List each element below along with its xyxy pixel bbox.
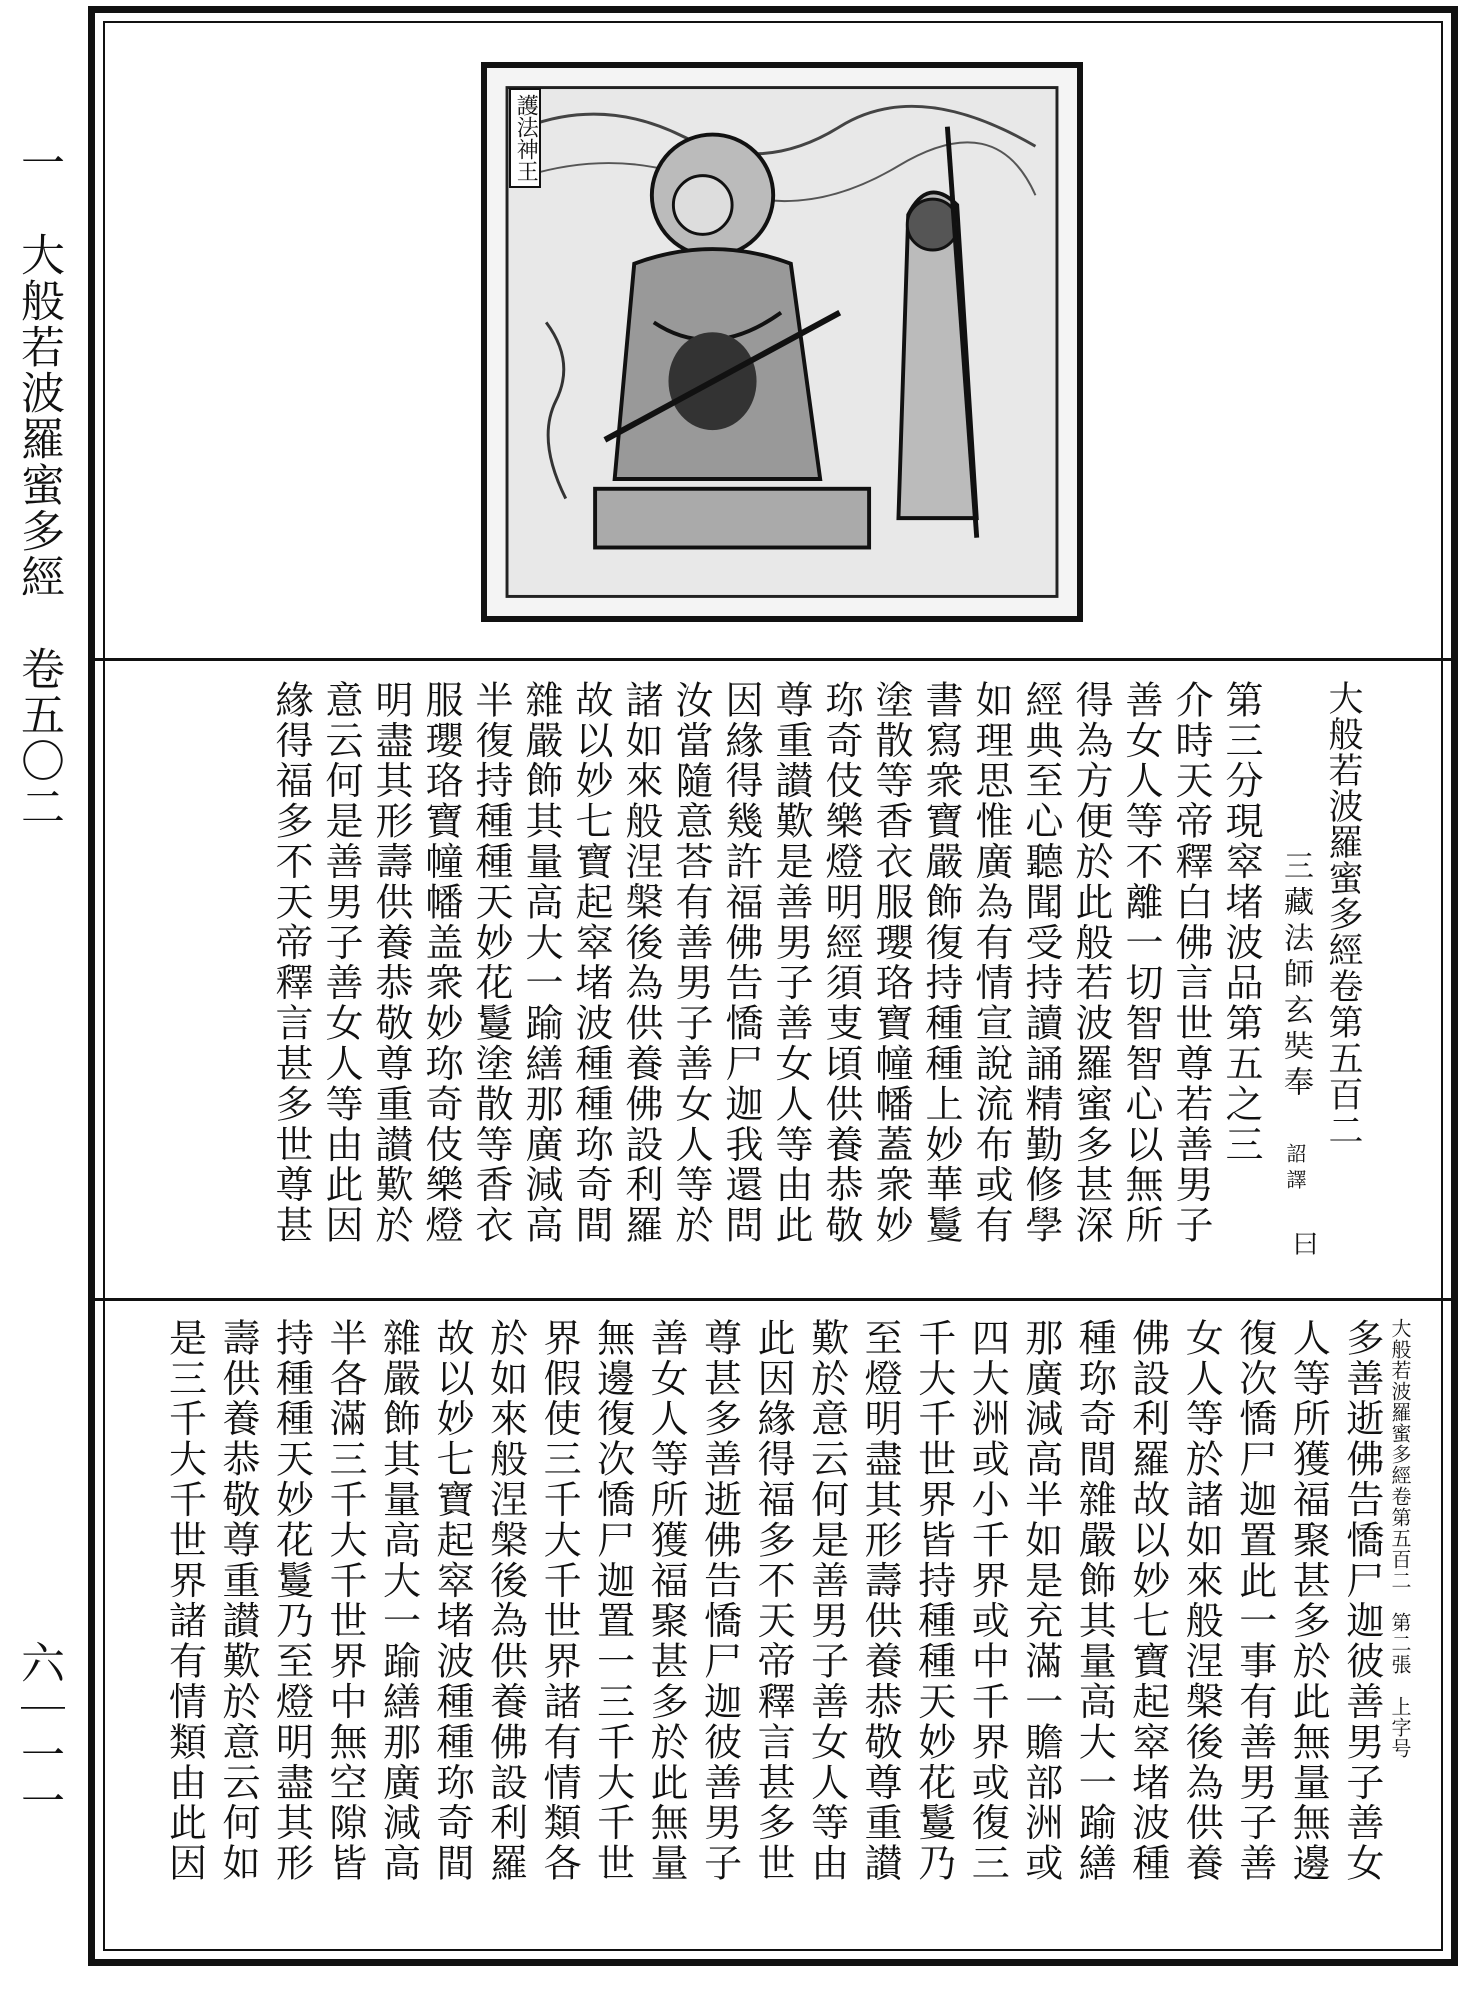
text-line: 界假使三千大千世界諸有情類各: [537, 1318, 582, 1884]
text-line: 女人等於諸如來般涅槃後為供養: [1179, 1318, 1224, 1884]
text-line: 因緣得幾許福佛告憍尸迦我還問: [719, 680, 763, 1246]
page-number-text: 六｜一一: [13, 1640, 64, 1824]
text-line: 塗散等香衣服瓔珞寶幢幡蓋衆妙: [869, 680, 913, 1246]
text-line: 壽供養恭敬尊重讃歎於意云何如: [215, 1318, 260, 1884]
folio-side-note: 大般若波羅蜜多經卷第五百二 第二張 上字号: [1388, 1318, 1412, 1759]
text-line: 四大洲或小千界或中千界或復三: [965, 1318, 1010, 1884]
translator-text: 三藏法師玄奘奉: [1278, 850, 1313, 1102]
translator-note: 詔譯: [1283, 1143, 1307, 1195]
text-line: 汝當隨意荅有善男子善女人等於: [669, 680, 713, 1246]
text-line: 如理思惟廣為有情宣說流布或有: [969, 680, 1013, 1246]
text-line: 至燈明盡其形壽供養恭敬尊重讃: [858, 1318, 903, 1884]
text-line: 多善逝佛告憍尸迦彼善男子善女: [1339, 1318, 1384, 1884]
text-line: 善女人等所獲福聚甚多於此無量: [644, 1318, 689, 1884]
text-line: 尊重讃歎是善男子善女人等由此: [769, 680, 813, 1246]
text-line: 意云何是善男子善女人等由此因: [319, 680, 363, 1246]
text-line: 人等所獲福聚甚多於此無量無邊: [1286, 1318, 1331, 1884]
text-line: 諸如來般涅槃後為供養佛設利羅: [619, 680, 663, 1246]
text-line: 緣得福多不天帝釋言甚多世尊甚: [269, 680, 313, 1246]
illustration-label: 護法神王: [509, 88, 541, 188]
sutra-section-2: [150, 1318, 1410, 1928]
header-mark: 曰: [1288, 1230, 1318, 1256]
text-line: 善女人等不離一切智智心以無所: [1119, 680, 1163, 1246]
text-line: 於如來般涅槃後為供養佛設利羅: [483, 1318, 528, 1884]
margin-page-number: [8, 1640, 68, 1824]
text-line: 佛設利羅故以妙七寶起窣堵波種: [1125, 1318, 1170, 1884]
sutra-header: 大般若波羅蜜多經卷第五百二: [1323, 680, 1363, 1148]
text-line: 那廣減高半如是充滿一贍部洲或: [1018, 1318, 1063, 1884]
sutra-section-1: [200, 680, 1363, 1280]
text-line: 此因緣得福多不天帝釋言甚多世: [751, 1318, 796, 1884]
text-line: 種珎奇間雜嚴飾其量高大一踰繕: [1072, 1318, 1117, 1884]
text-line: 持種種天妙花鬘乃至燈明盡其形: [269, 1318, 314, 1884]
text-line: 故以妙七寶起窣堵波種種珎奇間: [430, 1318, 475, 1884]
text-line: 復次憍尸迦置此一事有善男子善: [1232, 1318, 1277, 1884]
text-line: 雜嚴飾其量高大一踰繕那廣減高: [519, 680, 563, 1246]
text-line: 經典至心聽聞受持讀誦精勤修學: [1019, 680, 1063, 1246]
text-line: 得為方便於此般若波羅蜜多甚深: [1069, 680, 1113, 1246]
text-line: 服瓔珞寶幢幡盖衆妙珎奇伎樂燈: [419, 680, 463, 1246]
text-line: 歎於意云何是善男子善女人等由: [804, 1318, 849, 1884]
text-line: 故以妙七寶起窣堵波種種珎奇間: [569, 680, 613, 1246]
translator-line: [1260, 680, 1313, 1280]
chapter-title: 第三分現窣堵波品第五之三: [1219, 680, 1263, 1165]
text-line: 半復持種種天妙花鬘塗散等香衣: [469, 680, 513, 1246]
text-line: 是三千大千世界諸有情類由此因: [162, 1318, 207, 1884]
section-divider-2: [88, 1298, 1458, 1301]
text-line: 書寫衆寶嚴飾復持種種上妙華鬘: [919, 680, 963, 1246]
text-line: 無邊復次憍尸迦置一三千大千世: [590, 1318, 635, 1884]
guardian-deity-woodcut-icon: [487, 68, 1077, 616]
text-line: 尊甚多善逝佛告憍尸迦彼善男子: [697, 1318, 742, 1884]
text-line: 明盡其形壽供養恭敬尊重讃歎於: [369, 680, 413, 1246]
text-line: 雜嚴飾其量高大一踰繕那廣減高: [376, 1318, 421, 1884]
guardian-illustration: [481, 62, 1083, 622]
text-line: 珎奇伎樂燈明經須叓頃供養恭敬: [819, 680, 863, 1246]
margin-title-text: 一 大般若波羅蜜多經 卷五〇二: [13, 140, 64, 830]
margin-title: [8, 140, 68, 830]
text-line: 千大千世界皆持種種天妙花鬘乃: [911, 1318, 956, 1884]
text-line: 半各滿三千大千世界中無空隙皆: [323, 1318, 368, 1884]
section-divider-1: [88, 658, 1458, 661]
text-line: 介時天帝釋白佛言世尊若善男子: [1169, 680, 1213, 1246]
